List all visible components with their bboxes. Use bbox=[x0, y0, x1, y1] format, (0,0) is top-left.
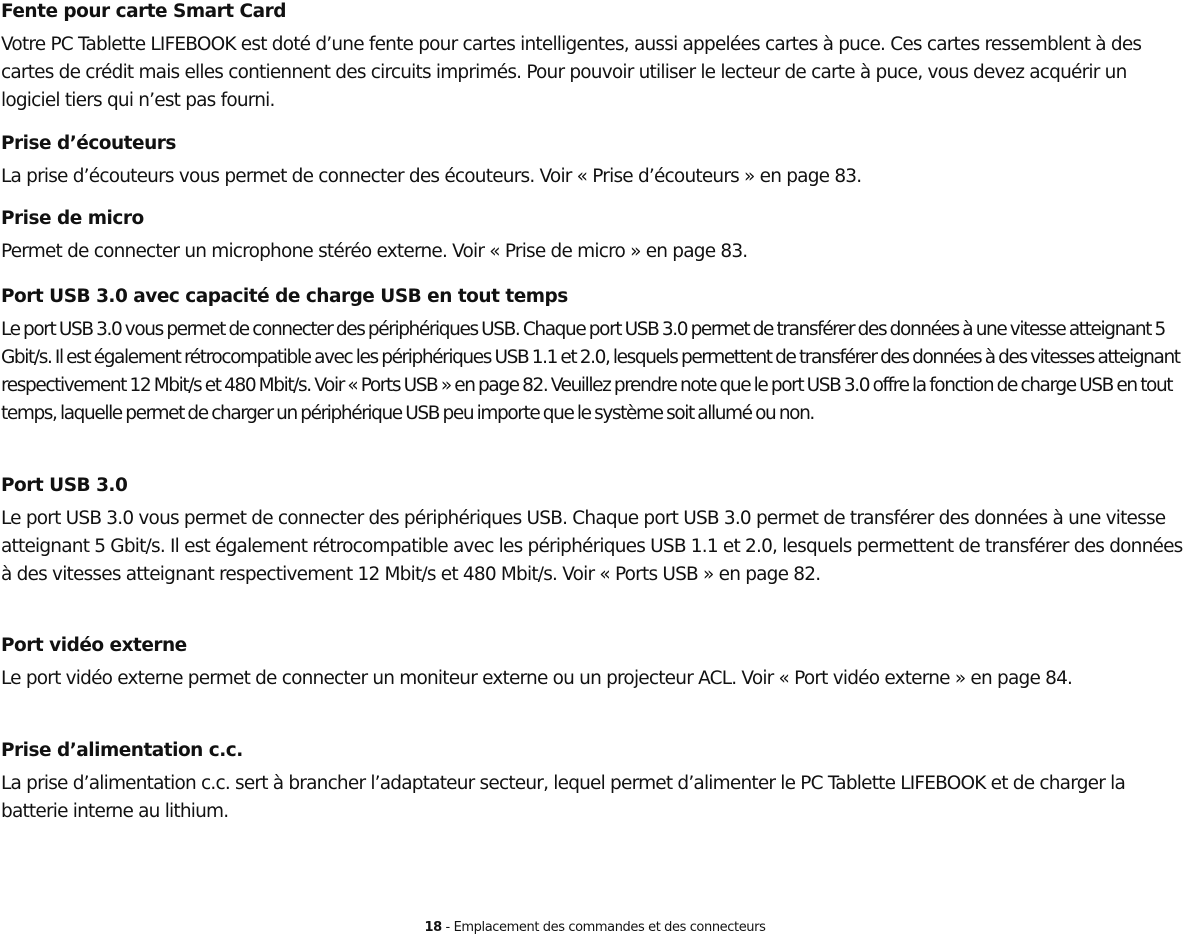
page-number: 18 bbox=[424, 920, 442, 935]
section-usb-anytime-charge bbox=[1, 285, 1187, 428]
section-text: Le port USB 3.0 vous permet de connecter des périphériques USB. Chaque port USB 3.0 permet de transférer des données à une vitesse atteignant 5 Gbit/s. Il est également rétrocompatible avec les périphériques USB 1.1 et 2.0, lesquels permettent de transférer des données à des vitesses atteignant respectivement 12 Mbit/s et 480 Mbit/s. Voir « Ports USB » en page 82. bbox=[1, 508, 1183, 585]
section-usb-port bbox=[1, 474, 1187, 589]
section-external-video-port bbox=[1, 634, 1187, 693]
section-heading: Prise d’alimentation c.c. bbox=[1, 740, 243, 761]
section-heading: Port vidéo externe bbox=[1, 635, 187, 656]
section-heading: Port USB 3.0 bbox=[1, 475, 128, 496]
section-text: Votre PC Tablette LIFEBOOK est doté d’une fente pour cartes intelligentes, aussi appelées cartes à puce. Ces cartes ressemblent à des cartes de crédit mais elles contiennent des circuits imprimés. Pour pouvoir utiliser le lecteur de carte à puce, vous devez acquérir un logiciel tiers qui n’est pas fourni. bbox=[1, 34, 1142, 111]
section-text: Le port vidéo externe permet de connecter un moniteur externe ou un projecteur ACL. Voir « Port vidéo externe » en page 84. bbox=[1, 668, 1073, 689]
section-heading: Fente pour carte Smart Card bbox=[1, 1, 286, 22]
section-smart-card bbox=[1, 0, 1187, 115]
section-text: La prise d’écouteurs vous permet de connecter des écouteurs. Voir « Prise d’écouteurs » en page 83. bbox=[1, 166, 862, 187]
footer-separator: - bbox=[441, 920, 454, 935]
section-heading: Prise d’écouteurs bbox=[1, 133, 176, 154]
section-text: La prise d’alimentation c.c. sert à brancher l’adaptateur secteur, lequel permet d’alimenter le PC Tablette LIFEBOOK et de charger la batterie interne au lithium. bbox=[1, 773, 1125, 822]
page-footer bbox=[0, 919, 1190, 937]
section-text: Le port USB 3.0 vous permet de connecter des périphériques USB. Chaque port USB 3.0 permet de transférer des données à une vitesse atteignant 5 Gbit/s. Il est également rétrocompatible avec les périphériques USB 1.1 et 2.0, lesquels permettent de transférer des données à des vitesses atteignant respectivement 12 Mbit/s et 480 Mbit/s. Voir « Ports USB » en page 82. Veuillez prendre note que le port USB 3.0 offre la fonction de charge USB en tout temps, laquelle permet de charger un périphérique USB peu importe que le système soit allumé ou non. bbox=[1, 319, 1180, 424]
section-dc-power-jack bbox=[1, 739, 1187, 826]
section-heading: Prise de micro bbox=[1, 208, 144, 229]
section-headphone-jack bbox=[1, 132, 1187, 191]
section-microphone-jack bbox=[1, 207, 1187, 266]
footer-title: Emplacement des commandes et des connecteurs bbox=[453, 920, 766, 935]
section-text: Permet de connecter un microphone stéréo externe. Voir « Prise de micro » en page 83. bbox=[1, 241, 748, 262]
section-heading: Port USB 3.0 avec capacité de charge USB en tout temps bbox=[1, 286, 568, 307]
